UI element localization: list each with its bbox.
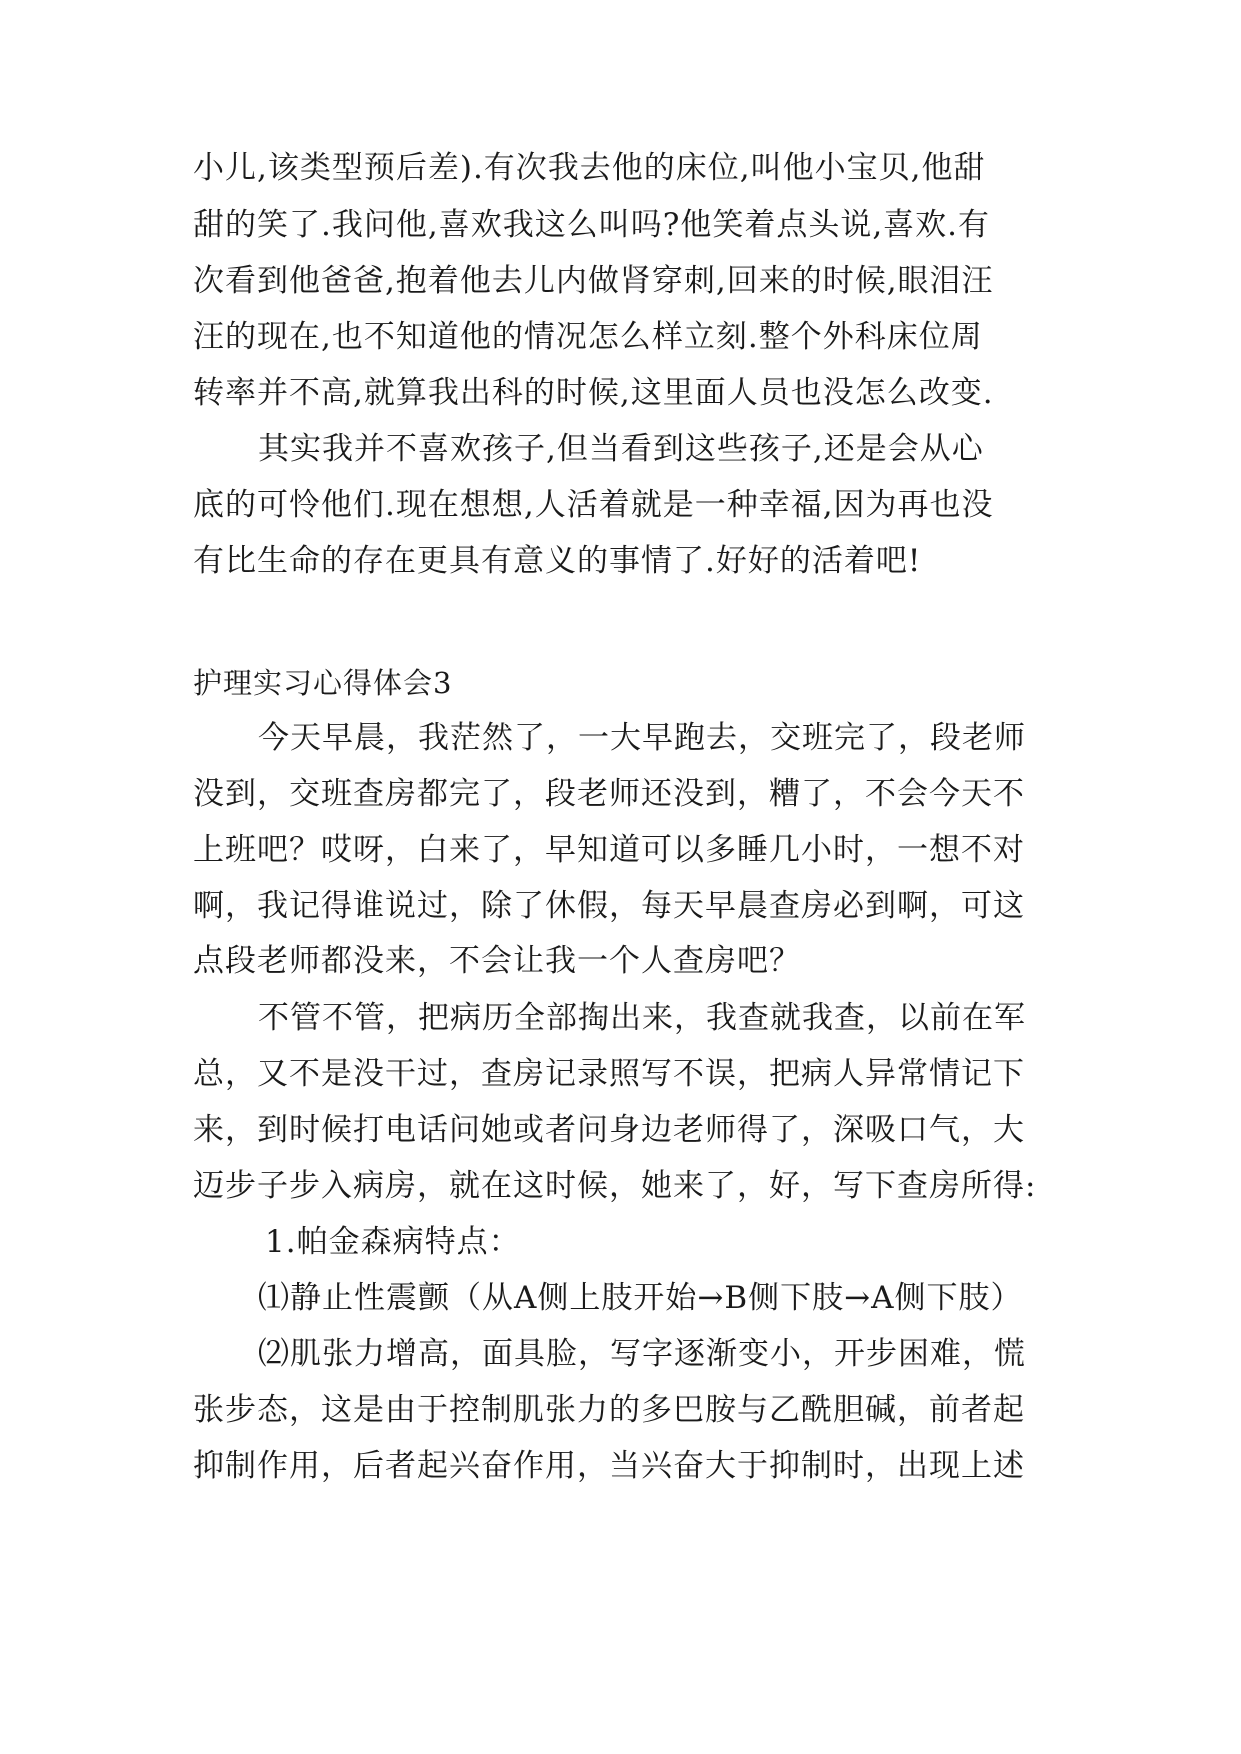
para1-line-5: 转率并不高,就算我出科的时候,这里面人员也没怎么改变.	[193, 375, 994, 411]
para1-line-1: 小儿,该类型预后差).有次我去他的床位,叫他小宝贝,他甜	[193, 150, 986, 186]
para3-line-1: 今天早晨，我茫然了，一大早跑去，交班完了，段老师	[258, 720, 1026, 756]
para3-line-4: 啊，我记得谁说过，除了休假，每天早晨查房必到啊，可这	[193, 888, 1025, 924]
para1-line-2: 甜的笑了.我问他,喜欢我这么叫吗?他笑着点头说,喜欢.有	[193, 207, 991, 243]
para2-line-3: 有比生命的存在更具有意义的事情了.好好的活着吧!	[193, 543, 922, 579]
section-heading: 护理实习心得体会3	[193, 666, 453, 700]
para5-line-3: 抑制作用，后者起兴奋作用，当兴奋大于抑制时，出现上述	[193, 1448, 1025, 1484]
para4-line-3: 来，到时候打电话问她或者问身边老师得了，深吸口气，大	[193, 1112, 1025, 1148]
para5-line-1: ⑵肌张力增高，面具脸，写字逐渐变小，开步困难，慌	[258, 1336, 1026, 1372]
item-1: 1.帕金森病特点：	[265, 1224, 521, 1260]
para4-line-2: 总，又不是没干过，查房记录照写不误，把病人异常情记下	[193, 1056, 1025, 1092]
para3-line-5: 点段老师都没来，不会让我一个人查房吧？	[193, 943, 801, 979]
para4-line-1: 不管不管，把病历全部掏出来，我查就我查，以前在军	[258, 1000, 1026, 1036]
para3-line-2: 没到，交班查房都完了，段老师还没到，糟了，不会今天不	[193, 776, 1025, 812]
para5-line-2: 张步态，这是由于控制肌张力的多巴胺与乙酰胆碱，前者起	[193, 1392, 1025, 1428]
para1-line-3: 次看到他爸爸,抱着他去儿内做肾穿刺,回来的时候,眼泪汪	[193, 263, 994, 299]
para1-line-4: 汪的现在,也不知道他的情况怎么样立刻.整个外科床位周	[193, 319, 983, 355]
para4-line-4: 迈步子步入病房，就在这时候，她来了，好，写下查房所得:	[193, 1168, 1037, 1204]
para2-line-2: 底的可怜他们.现在想想,人活着就是一种幸福,因为再也没	[193, 487, 994, 523]
item-a: ⑴静止性震颤（从A侧上肢开始→B侧下肢→A侧下肢）	[258, 1280, 1023, 1316]
para3-line-3: 上班吧？哎呀，白来了，早知道可以多睡几小时，一想不对	[193, 832, 1025, 868]
para2-line-1: 其实我并不喜欢孩子,但当看到这些孩子,还是会从心	[258, 431, 984, 467]
